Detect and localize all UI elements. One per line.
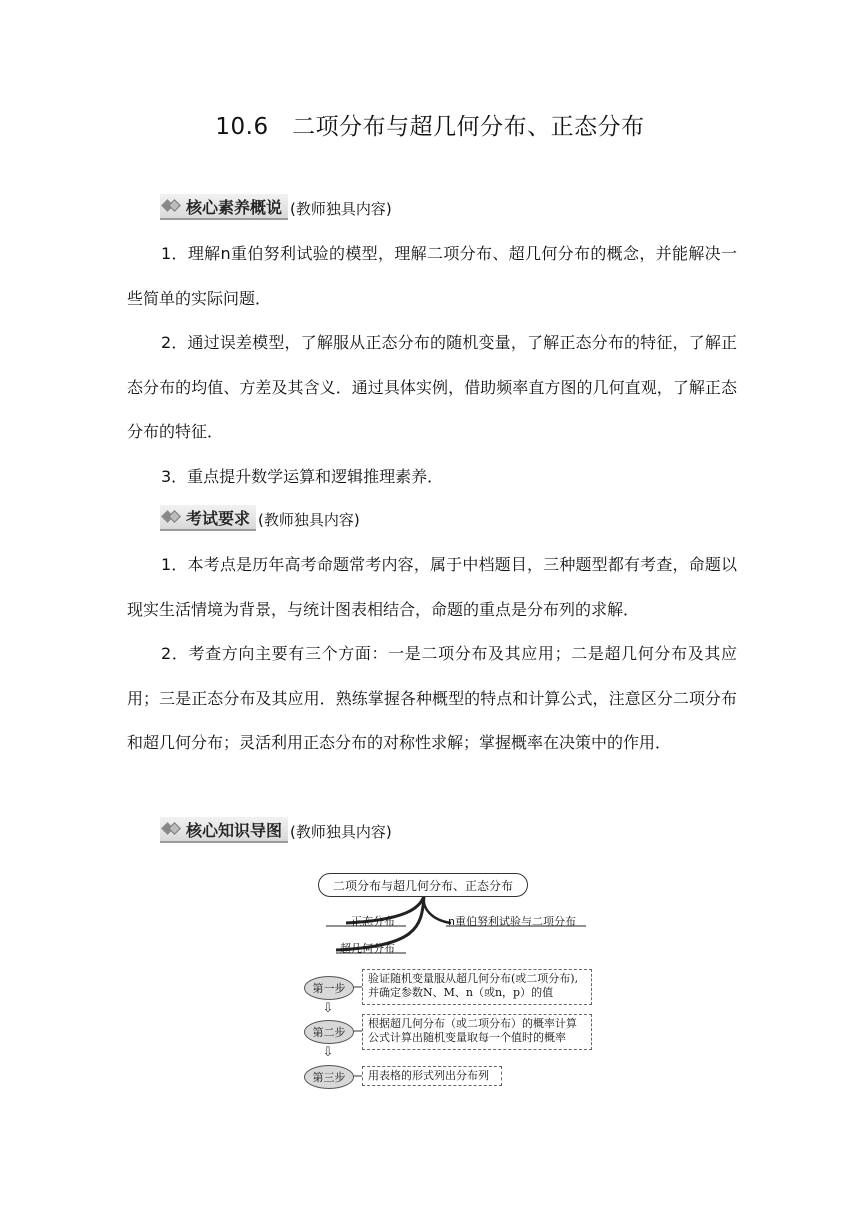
diamond-icon bbox=[162, 819, 182, 839]
section-heading-knowledge-map bbox=[160, 817, 392, 843]
section-heading-text: 考试要求 bbox=[186, 508, 251, 528]
paragraph: 1．理解n重伯努利试验的模型，理解二项分布、超几何分布的概念，并能解决一些简单的实际问题． bbox=[127, 244, 737, 308]
section-heading-exam-requirements bbox=[160, 505, 360, 531]
section-badge bbox=[160, 505, 256, 531]
step-text: 用表格的形式列出分布列 bbox=[368, 1069, 489, 1082]
section-heading-text: 核心素养概说 bbox=[186, 197, 283, 217]
paragraph: 2．考查方向主要有三个方面：一是二项分布及其应用；二是超几何分布及其应用；三是正态分布及其应用．熟练掌握各种概型的特点和计算公式，注意区分二项分布和超几何分布；灵活利用正态分布的对称性求解；掌握概率在决策中的作用． bbox=[127, 644, 737, 752]
section-badge bbox=[160, 194, 288, 220]
paragraph: 3．重点提升数学运算和逻辑推理素养． bbox=[161, 467, 444, 486]
step-two-box bbox=[362, 1014, 592, 1050]
branch-hypergeometric: 超几何分布 bbox=[340, 942, 395, 955]
branch-normal: 正态分布 bbox=[351, 915, 395, 928]
paragraph: 2．通过误差模型，了解服从正态分布的随机变量，了解正态分布的特征，了解正态分布的均值、方差及其含义．通过具体实例，借助频率直方图的几何直观，了解正态分布的特征． bbox=[127, 333, 737, 441]
section-note: (教师独具内容) bbox=[290, 823, 392, 841]
step-text: 根据超几何分布（或二项分布）的概率计算 bbox=[368, 1017, 577, 1030]
arrow-down-icon: ⇩ bbox=[322, 1045, 334, 1060]
section-note: (教师独具内容) bbox=[290, 200, 392, 218]
knowledge-map-diagram bbox=[296, 868, 606, 1098]
arrow-down-icon: ⇩ bbox=[322, 1001, 334, 1016]
step-two-badge: 第二步 bbox=[304, 1020, 354, 1044]
step-text: 公式计算出随机变量取每一个值时的概率 bbox=[368, 1031, 566, 1044]
paragraph: 1．本考点是历年高考命题常考内容，属于中档题目，三种题型都有考查，命题以现实生活情境为背景，与统计图表相结合，命题的重点是分布列的求解． bbox=[127, 555, 737, 619]
diamond-icon bbox=[162, 196, 182, 216]
step-one-box bbox=[362, 969, 592, 1005]
step-three-box bbox=[362, 1066, 502, 1086]
step-text: 并确定参数N、M、n（或n，p）的值 bbox=[368, 986, 554, 999]
step-three-badge: 第三步 bbox=[304, 1065, 354, 1089]
diamond-icon bbox=[162, 507, 182, 527]
root-node: 二项分布与超几何分布、正态分布 bbox=[318, 873, 528, 897]
section-badge bbox=[160, 817, 288, 843]
page-title: 10.6 二项分布与超几何分布、正态分布 bbox=[215, 114, 645, 140]
step-text: 验证随机变量服从超几何分布(或二项分布), bbox=[368, 972, 579, 985]
section-note: (教师独具内容) bbox=[258, 511, 360, 529]
step-one-badge: 第一步 bbox=[304, 976, 354, 1000]
section-heading-core-literacy bbox=[160, 194, 392, 220]
branch-binomial: n重伯努利试验与二项分布 bbox=[448, 915, 576, 928]
section-heading-text: 核心知识导图 bbox=[186, 820, 283, 840]
